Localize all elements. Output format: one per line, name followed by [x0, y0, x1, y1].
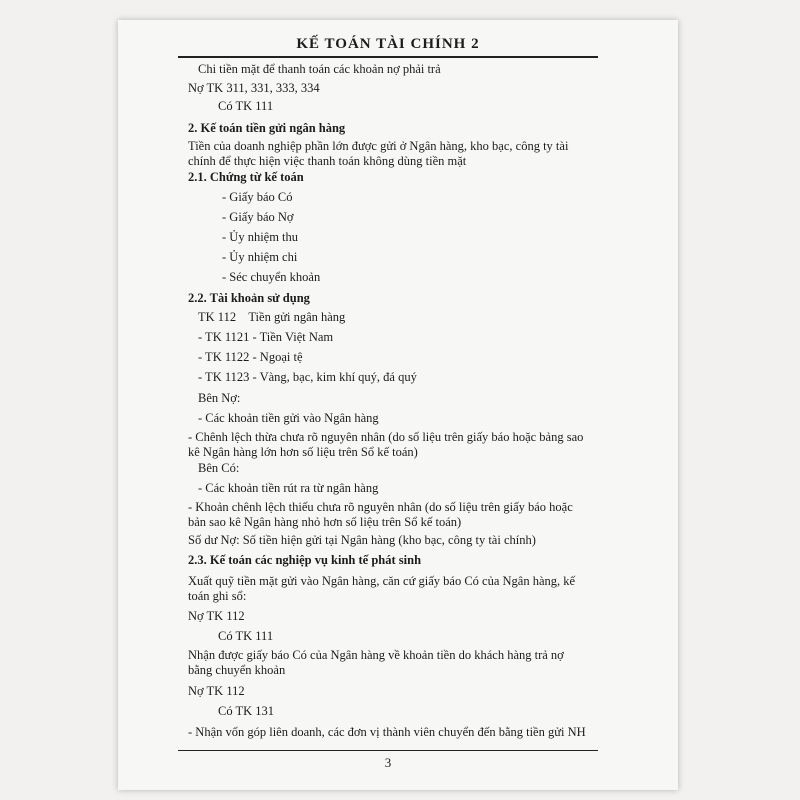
text-line: Có TK 111 — [218, 629, 274, 643]
page-header-title: KẾ TOÁN TÀI CHÍNH 2 — [296, 36, 480, 52]
text-line: Có TK 111 — [218, 99, 274, 113]
list-item: - Giấy báo Nợ — [222, 210, 294, 224]
list-item: - Ủy nhiệm thu — [222, 230, 299, 244]
text-line: TK 112 Tiền gửi ngân hàng — [198, 310, 346, 324]
list-item: - Ủy nhiệm chi — [222, 250, 298, 264]
text-line: Nợ TK 112 — [188, 684, 245, 698]
text-line: Nợ TK 311, 331, 333, 334 — [188, 81, 320, 95]
section-heading: 2. Kế toán tiền gửi ngân hàng — [188, 121, 346, 135]
section-heading: 2.3. Kế toán các nghiệp vụ kinh tế phát sinh — [188, 553, 422, 567]
text-line: Bên Nợ: — [198, 391, 241, 405]
text-line: - Nhận vốn góp liên doanh, các đơn vị thành viên chuyển đến bằng tiền gửi NH — [188, 725, 586, 739]
list-item: - TK 1123 - Vàng, bạc, kim khí quý, đá quý — [198, 370, 417, 384]
paragraph: - Khoản chênh lệch thiếu chưa rõ nguyên nhân (do số liệu trên giấy báo hoặc bản sao kê Ngân hàng nhỏ hơn số liệu trên Sổ kế toán) — [188, 500, 573, 529]
section-heading: 2.2. Tài khoản sử dụng — [188, 291, 310, 305]
text-line: Có TK 131 — [218, 704, 275, 718]
text-line: Số dư Nợ: Số tiền hiện gửi tại Ngân hàng (kho bạc, công ty tài chính) — [188, 533, 536, 547]
paragraph: Xuất quỹ tiền mặt gửi vào Ngân hàng, căn cứ giấy báo Có của Ngân hàng, kế toán ghi sổ: — [188, 574, 576, 603]
footer-rule — [178, 750, 598, 751]
list-item: - TK 1122 - Ngoại tệ — [198, 350, 303, 364]
list-item: - Giấy báo Có — [222, 190, 293, 204]
page-number: 3 — [384, 755, 392, 770]
header-rule — [178, 56, 598, 58]
list-item: - Các khoản tiền gửi vào Ngân hàng — [198, 411, 379, 425]
list-item: - Các khoản tiền rút ra từ ngân hàng — [198, 481, 379, 495]
paragraph: - Chênh lệch thừa chưa rõ nguyên nhân (do số liệu trên giấy báo hoặc bảng sao kê Ngân hàng lớn hơn số liệu trên Sổ kế toán) — [188, 430, 584, 459]
section-heading: 2.1. Chứng từ kế toán — [188, 170, 304, 184]
paragraph: Nhận được giấy báo Có của Ngân hàng về khoản tiền do khách hàng trả nợ bằng chuyển khoản — [188, 648, 564, 677]
text-line: Chi tiền mặt để thanh toán các khoản nợ phải trả — [198, 62, 441, 76]
paragraph: Tiền của doanh nghiệp phần lớn được gửi ở Ngân hàng, kho bạc, công ty tài chính để thực hiện việc thanh toán không dùng tiền mặt — [188, 139, 569, 168]
list-item: - Séc chuyển khoản — [222, 270, 321, 284]
text-line: Nợ TK 112 — [188, 609, 245, 623]
list-item: - TK 1121 - Tiền Việt Nam — [198, 330, 334, 344]
text-line: Bên Có: — [198, 461, 240, 475]
